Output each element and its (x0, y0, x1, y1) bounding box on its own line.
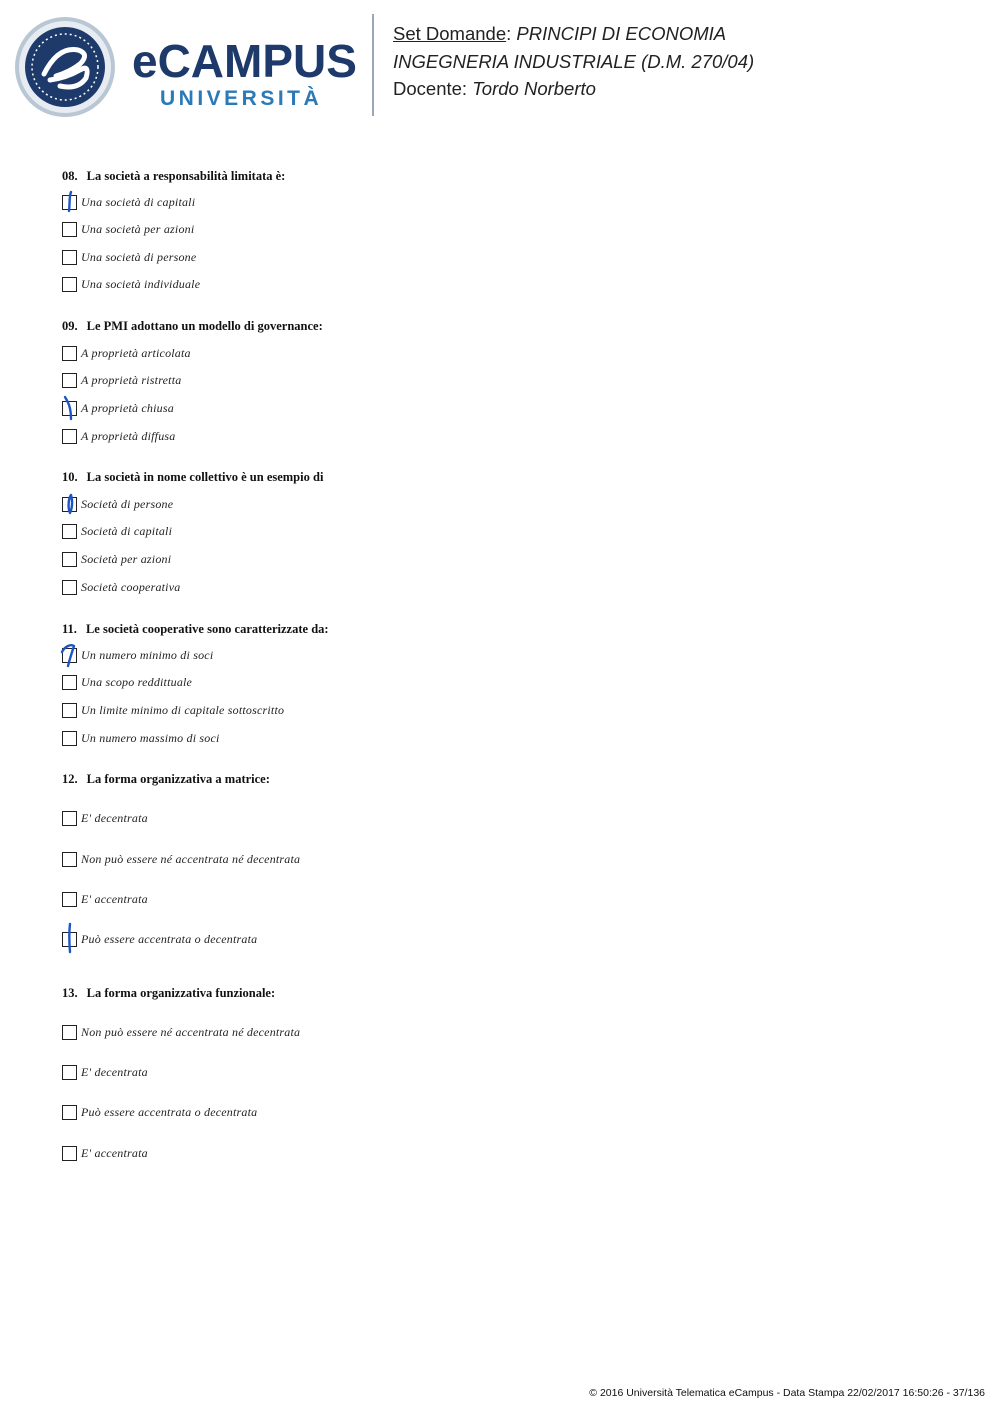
pen-mark-icon (59, 187, 83, 217)
answer-checkbox[interactable] (62, 1146, 77, 1161)
question-12: 12. La forma organizzativa a matrice: E' decentrata Non può essere né accentrata né decentrata E' accentrata Può essere accentrata o decentrata (62, 772, 662, 787)
answer-checkbox[interactable] (62, 892, 77, 907)
answer-checkbox[interactable] (62, 277, 77, 292)
answer-checkbox[interactable] (62, 524, 77, 539)
question-08: 08. La società a responsabilità limitata è: Una società di capitali Una società per azioni Una società di persone Una società individuale (62, 169, 662, 184)
question-title: 08. La società a responsabilità limitata è: (62, 169, 286, 183)
pen-mark-icon (59, 489, 83, 519)
docente-name: Tordo Norberto (472, 78, 596, 99)
answer-checkbox[interactable] (62, 1025, 77, 1040)
header-info: Set Domande: PRINCIPI DI ECONOMIA INGEGNERIA INDUSTRIALE (D.M. 270/04) Docente: Tordo Norberto (393, 23, 755, 99)
answer-checkbox[interactable] (62, 852, 77, 867)
pen-mark-icon (59, 640, 83, 670)
question-title: 13. La forma organizzativa funzionale: (62, 986, 276, 1000)
answer-checkbox[interactable] (62, 580, 77, 595)
header-divider (372, 14, 374, 116)
question-title: 12. La forma organizzativa a matrice: (62, 772, 270, 786)
pen-mark-icon (59, 393, 83, 423)
question-11: 11. Le società cooperative sono caratterizzate da: Un numero minimo di soci Una scopo reddittuale Un limite minimo di capitale sottoscritto Un numero massimo di soci (62, 622, 662, 637)
answer-checkbox[interactable] (62, 731, 77, 746)
answer-checkbox[interactable] (62, 250, 77, 265)
set-label: Set Domande (393, 23, 507, 44)
answer-checkbox[interactable] (62, 429, 77, 444)
pen-mark-icon (59, 924, 83, 954)
question-10: 10. La società in nome collettivo è un esempio di Società di persone Società di capitali Società per azioni Società cooperativa (62, 470, 662, 485)
question-09: 09. Le PMI adottano un modello di governance: A proprietà articolata A proprietà ristretta A proprietà chiusa A proprietà diffusa (62, 319, 662, 334)
question-13: 13. La forma organizzativa funzionale: Non può essere né accentrata né decentrata E' decentrata Può essere accentrata o decentrata E' accentrata (62, 986, 662, 1001)
answer-checkbox[interactable] (62, 1065, 77, 1080)
page-footer: © 2016 Università Telematica eCampus - Data Stampa 22/02/2017 16:50:26 - 37/136 (589, 1387, 985, 1399)
answer-checkbox[interactable] (62, 346, 77, 361)
question-title: 10. La società in nome collettivo è un esempio di (62, 470, 324, 484)
university-emblem-icon (14, 16, 116, 118)
answer-checkbox[interactable] (62, 373, 77, 388)
page-header (0, 0, 1000, 130)
question-title: 09. Le PMI adottano un modello di governance: (62, 319, 323, 333)
set-title-line1: PRINCIPI DI ECONOMIA (516, 23, 727, 44)
answer-checkbox[interactable] (62, 703, 77, 718)
question-title: 11. Le società cooperative sono caratterizzate da: (62, 622, 329, 636)
docente-label: Docente: (393, 78, 468, 99)
answer-checkbox[interactable] (62, 675, 77, 690)
answer-checkbox[interactable] (62, 811, 77, 826)
set-title-line2: INGEGNERIA INDUSTRIALE (D.M. 270/04) (393, 50, 755, 72)
answer-checkbox[interactable] (62, 552, 77, 567)
answer-checkbox[interactable] (62, 222, 77, 237)
brand-subtitle: UNIVERSITÀ (160, 87, 323, 110)
answer-checkbox[interactable] (62, 1105, 77, 1120)
brand-wordmark: eCAMPUS (132, 35, 357, 87)
